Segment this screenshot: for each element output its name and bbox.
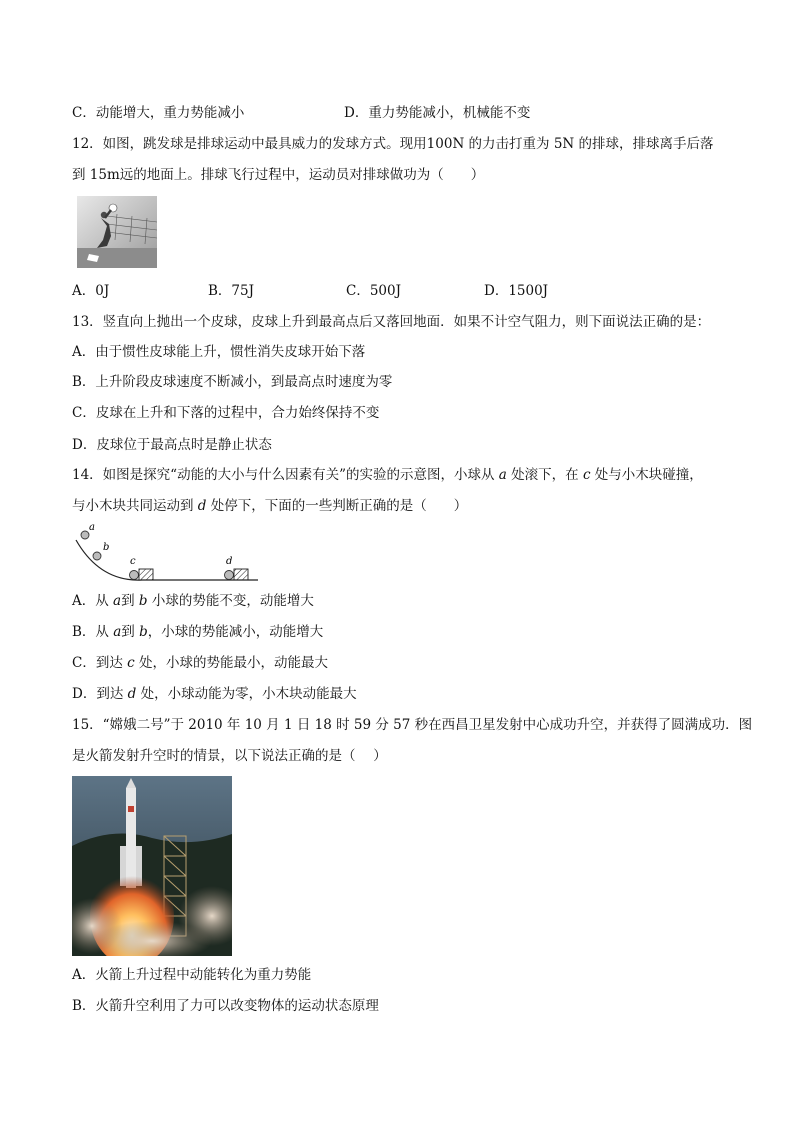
q12-option-c: C．500J: [346, 283, 402, 299]
var-b: b: [138, 593, 148, 609]
label-d: d: [226, 556, 233, 567]
q15-stem-line2: 是火箭发射升空时的情景，以下说法正确的是（ ）: [72, 748, 387, 764]
q11-option-c: C．动能增大，重力势能减小: [72, 105, 245, 121]
q14-option-a: [72, 592, 314, 610]
label-a: a: [89, 522, 95, 533]
q12-stem-line2: 到 15m远的地面上。排球飞行过程中，运动员对排球做功为（ ）: [72, 167, 485, 183]
q13-stem: 13．竖直向上抛出一个皮球，皮球上升到最高点后又落回地面．如果不计空气阻力，则下面说法正确的是：: [72, 314, 711, 330]
q14-text: 14．如图是探究“动能的大小与什么因素有关”的实验的示意图，小球从: [72, 467, 499, 483]
q14-opt-text: 到: [121, 624, 140, 640]
q13-option-d: D．皮球位于最高点时是静止状态: [72, 437, 272, 453]
q12-stem-line1: 12．如图，跳发球是排球运动中最具威力的发球方式。现用100N 的力击打重为 5N 的排球，排球离手后落: [72, 136, 714, 152]
q12-option-a: A．0J: [72, 283, 110, 299]
ball-c: [130, 571, 139, 580]
volleyball-photo: [77, 196, 157, 268]
q14-option-d: [72, 685, 357, 703]
var-a: a: [113, 624, 122, 640]
q14-opt-text: 处，小球的势能最小，动能最大: [134, 655, 328, 671]
var-b: b: [139, 624, 148, 640]
q14-text: 处停下，下面的一些判断正确的是（ ）: [206, 498, 468, 514]
q14-text: 处与小木块碰撞，: [590, 467, 703, 483]
q14-opt-text: D．到达: [72, 686, 128, 702]
q14-opt-text: 处，小球动能为零，小木块动能最大: [136, 686, 357, 702]
var-a: a: [498, 467, 507, 483]
q14-stem-line2: [72, 497, 467, 515]
q14-text: 与小木块共同运动到: [72, 498, 198, 514]
q12-option-b: B．75J: [208, 283, 255, 299]
q14-opt-text: C．到达: [72, 655, 128, 671]
q12-option-d: D．1500J: [484, 283, 549, 299]
q14-text: 处滚下，在: [506, 467, 583, 483]
block-c: [139, 569, 153, 580]
q15-stem-line1: 15．“嫦娥二号”于 2010 年 10 月 1 日 18 时 59 分 57 秒在西昌卫星发射中心成功升空，并获得了圆满成功．图: [72, 717, 753, 733]
var-d: d: [127, 686, 137, 702]
block-d: [234, 569, 248, 580]
q14-opt-text: 小球的势能不变，动能增大: [147, 593, 314, 609]
ball-d: [225, 571, 234, 580]
q14-option-c: [72, 654, 328, 672]
q14-option-b: [72, 623, 323, 641]
label-b: b: [103, 542, 110, 553]
q13-option-a: A．由于惯性皮球能上升，惯性消失皮球开始下落: [72, 344, 366, 360]
var-d: d: [197, 498, 207, 514]
ball-b: [93, 552, 101, 560]
var-c: c: [582, 467, 591, 483]
var-a: a: [113, 593, 122, 609]
ball-a: [81, 531, 89, 539]
q14-opt-text: 到: [121, 593, 139, 609]
q11-option-d: D．重力势能减小，机械能不变: [344, 105, 531, 121]
q15-option-a: A．火箭上升过程中动能转化为重力势能: [72, 967, 312, 983]
rocket-launch-photo: [72, 776, 232, 956]
q13-option-c: C．皮球在上升和下落的过程中，合力始终保持不变: [72, 405, 380, 421]
q13-option-b: B．上升阶段皮球速度不断减小，到最高点时速度为零: [72, 374, 393, 390]
q15-option-b: B．火箭升空利用了力可以改变物体的运动状态原理: [72, 998, 379, 1014]
q14-opt-text: A．从: [72, 593, 114, 609]
ramp-diagram: [70, 520, 265, 586]
q14-opt-text: B．从: [72, 624, 114, 640]
q14-opt-text: ，小球的势能减小，动能增大: [147, 624, 324, 640]
label-c: c: [130, 556, 136, 567]
q14-stem-line1: [72, 466, 703, 484]
var-c: c: [127, 655, 135, 671]
